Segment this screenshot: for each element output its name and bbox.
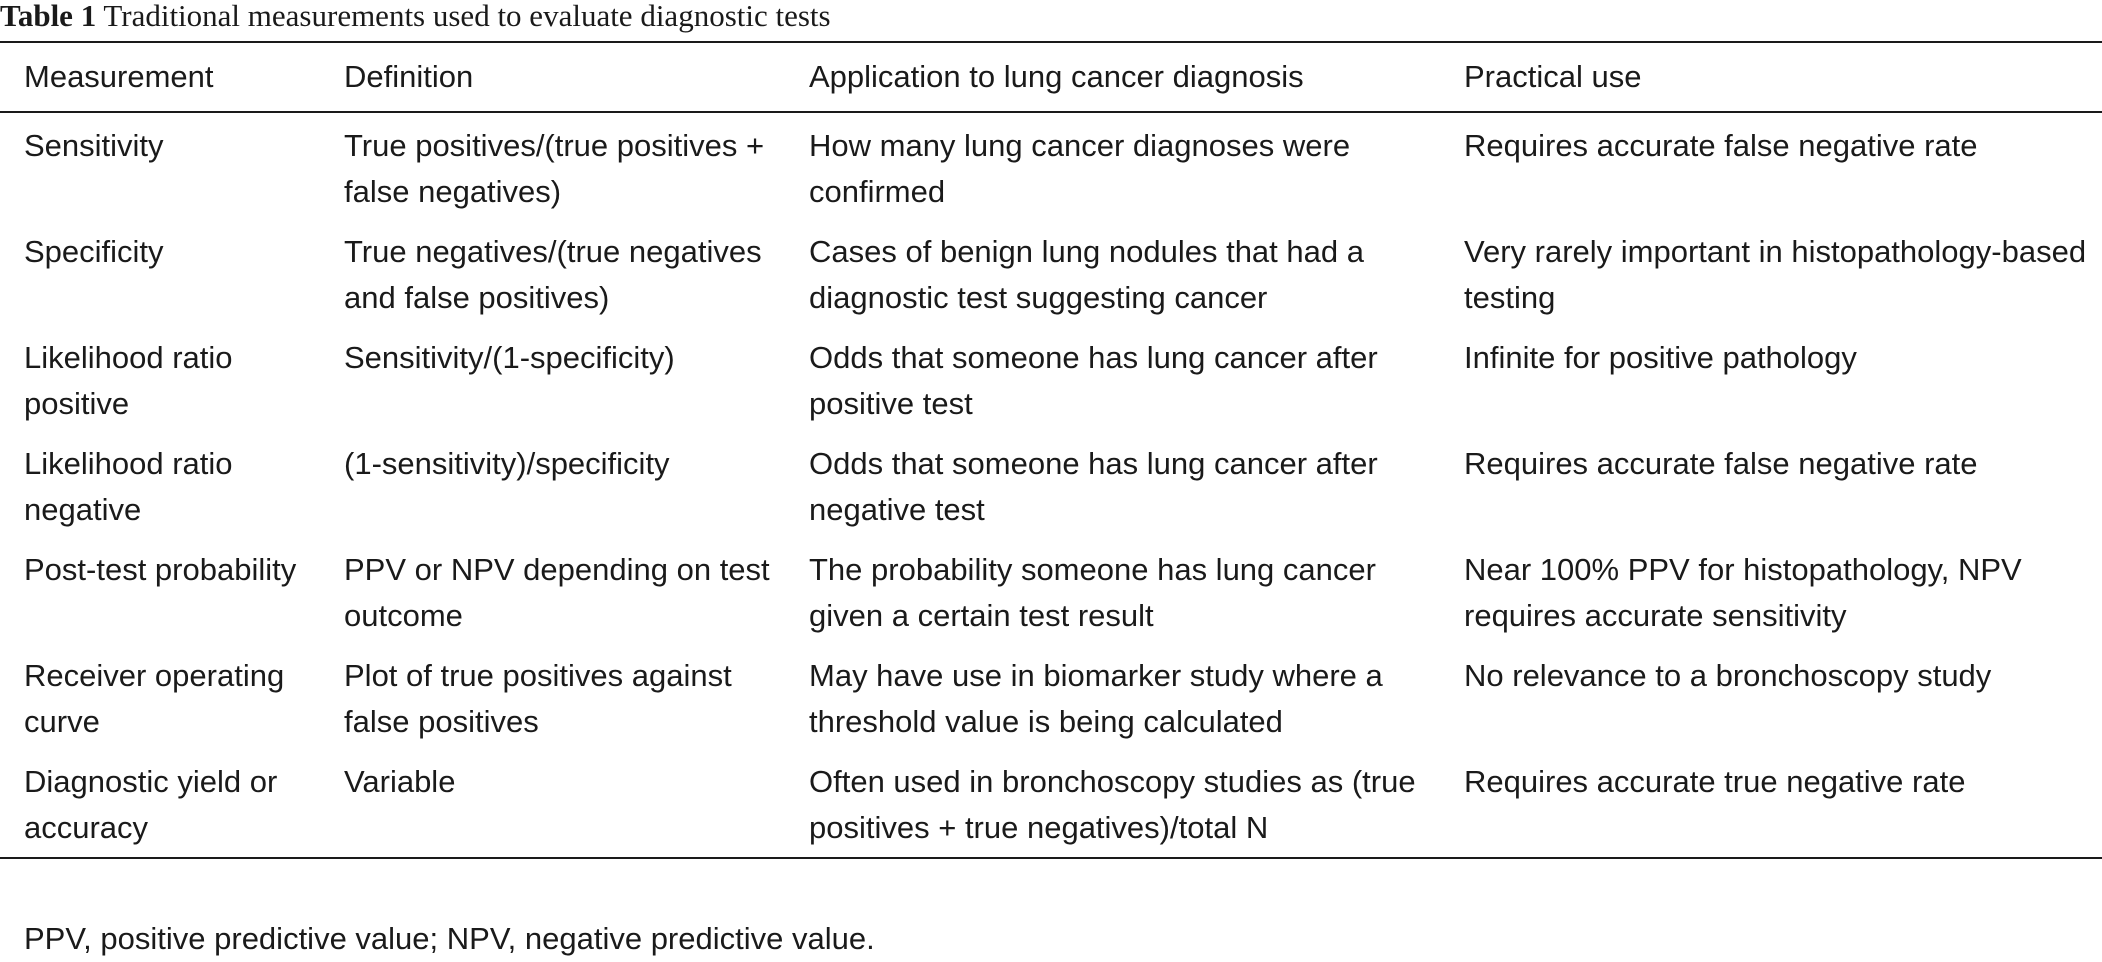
cell-measurement: Post-test probability (24, 552, 297, 587)
cell-measurement: Receiver operating curve (24, 658, 285, 739)
cell-application: Odds that someone has lung cancer after negative test (809, 446, 1378, 527)
table-row (0, 327, 2102, 433)
table-row (0, 539, 2102, 645)
header-application: Application to lung cancer diagnosis (809, 59, 1304, 94)
table-row (0, 221, 2102, 327)
cell-measurement: Likelihood ratio negative (24, 446, 233, 527)
cell-application: Cases of benign lung nodules that had a diagnostic test suggesting cancer (809, 234, 1364, 315)
table-caption-text: Traditional measurements used to evaluate diagnostic tests (103, 0, 831, 33)
cell-definition: True positives/(true positives + false negatives) (344, 128, 765, 209)
cell-definition: Variable (344, 764, 456, 799)
measurements-table (0, 41, 2102, 859)
cell-application: Odds that someone has lung cancer after positive test (809, 340, 1378, 421)
cell-practical-use: Very rarely important in histopathology-based testing (1464, 234, 2087, 315)
cell-definition: Sensitivity/(1-specificity) (344, 340, 675, 375)
table-row (0, 751, 2102, 858)
cell-practical-use: Requires accurate false negative rate (1464, 446, 1978, 481)
cell-practical-use: Requires accurate true negative rate (1464, 764, 1966, 799)
cell-practical-use: No relevance to a bronchoscopy study (1464, 658, 1992, 693)
cell-measurement: Likelihood ratio positive (24, 340, 233, 421)
header-definition: Definition (344, 59, 474, 94)
cell-definition: (1-sensitivity)/specificity (344, 446, 670, 481)
table-caption-label: Table 1 (0, 0, 97, 33)
table-row (0, 112, 2102, 221)
cell-application: Often used in bronchoscopy studies as (true positives + true negatives)/total N (809, 764, 1416, 845)
table-header-row (0, 42, 2102, 112)
table-row (0, 645, 2102, 751)
cell-application: How many lung cancer diagnoses were confirmed (809, 128, 1351, 209)
header-practical-use: Practical use (1464, 59, 1642, 94)
cell-measurement: Sensitivity (24, 128, 164, 163)
cell-definition: PPV or NPV depending on test outcome (344, 552, 770, 633)
cell-measurement: Specificity (24, 234, 164, 269)
cell-practical-use: Infinite for positive pathology (1464, 340, 1857, 375)
table-caption (0, 0, 831, 40)
cell-application: The probability someone has lung cancer given a certain test result (809, 552, 1376, 633)
table-footnote: PPV, positive predictive value; NPV, negative predictive value. (24, 921, 875, 956)
table-row (0, 433, 2102, 539)
cell-application: May have use in biomarker study where a threshold value is being calculated (809, 658, 1383, 739)
cell-definition: True negatives/(true negatives and false positives) (344, 234, 762, 315)
cell-practical-use: Near 100% PPV for histopathology, NPV requires accurate sensitivity (1464, 552, 2022, 633)
cell-measurement: Diagnostic yield or accuracy (24, 764, 278, 845)
cell-practical-use: Requires accurate false negative rate (1464, 128, 1978, 163)
cell-definition: Plot of true positives against false positives (344, 658, 732, 739)
header-measurement: Measurement (24, 59, 214, 94)
